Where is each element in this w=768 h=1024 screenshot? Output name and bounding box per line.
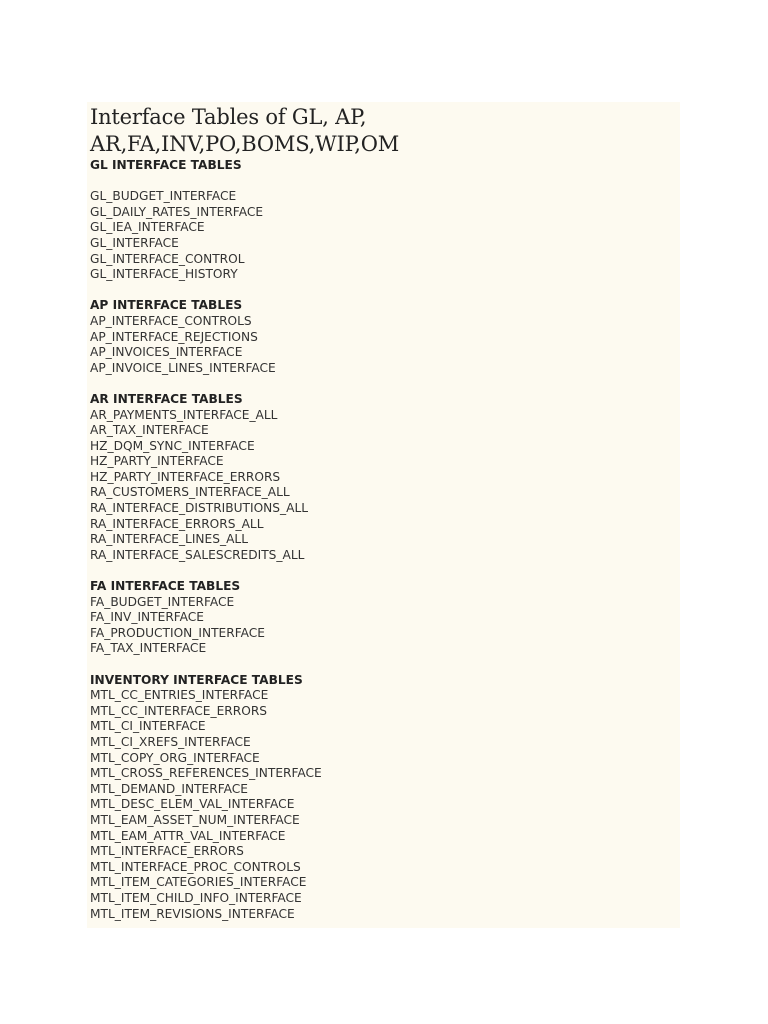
spacer — [90, 174, 680, 190]
table-name-item: MTL_ITEM_CATEGORIES_INTERFACE — [90, 875, 307, 890]
section-ap — [90, 298, 680, 376]
spacer — [90, 657, 680, 673]
table-name-item: MTL_CI_INTERFACE — [90, 719, 206, 734]
table-name-item: MTL_DEMAND_INTERFACE — [90, 781, 248, 796]
table-list-gl — [90, 189, 680, 283]
table-name-item: MTL_INTERFACE_PROC_CONTROLS — [90, 859, 301, 874]
table-name-item: MTL_COPY_ORG_INTERFACE — [90, 750, 260, 765]
table-name-item: RA_INTERFACE_SALESCREDITS_ALL — [90, 547, 305, 562]
table-name-item: AP_INVOICES_INTERFACE — [90, 345, 243, 360]
table-name-item: MTL_EAM_ASSET_NUM_INTERFACE — [90, 812, 300, 827]
title-line-1: Interface Tables of GL, AP, — [90, 105, 367, 129]
table-name-item: RA_CUSTOMERS_INTERFACE_ALL — [90, 485, 290, 500]
table-name-item: FA_TAX_INTERFACE — [90, 641, 207, 656]
section-heading-gl: GL INTERFACE TABLES — [90, 158, 242, 172]
page-title — [90, 104, 680, 158]
table-name-item: GL_INTERFACE — [90, 235, 179, 250]
table-name-item: FA_INV_INTERFACE — [90, 610, 205, 625]
table-name-item: RA_INTERFACE_LINES_ALL — [90, 532, 248, 547]
table-name-item: AR_PAYMENTS_INTERFACE_ALL — [90, 407, 278, 422]
table-name-item: FA_PRODUCTION_INTERFACE — [90, 625, 265, 640]
table-name-item: GL_DAILY_RATES_INTERFACE — [90, 204, 264, 219]
section-inventory — [90, 673, 680, 923]
table-list-ar — [90, 408, 680, 564]
table-name-item: AP_INVOICE_LINES_INTERFACE — [90, 360, 276, 375]
table-name-item: GL_IEA_INTERFACE — [90, 220, 205, 235]
section-heading-fa: FA INTERFACE TABLES — [90, 579, 241, 594]
table-name-item: MTL_CI_XREFS_INTERFACE — [90, 734, 251, 749]
table-name-item: RA_INTERFACE_DISTRIBUTIONS_ALL — [90, 501, 309, 516]
section-heading-ar: AR INTERFACE TABLES — [90, 391, 243, 406]
table-list-ap — [90, 314, 680, 376]
table-name-item: RA_INTERFACE_ERRORS_ALL — [90, 516, 264, 531]
document-page — [87, 102, 680, 928]
spacer — [90, 563, 680, 579]
table-name-item: AR_TAX_INTERFACE — [90, 423, 209, 438]
table-name-item: MTL_CROSS_REFERENCES_INTERFACE — [90, 766, 322, 781]
table-name-item: MTL_ITEM_REVISIONS_INTERFACE — [90, 906, 295, 921]
table-name-item: MTL_DESC_ELEM_VAL_INTERFACE — [90, 797, 295, 812]
table-name-item: HZ_DQM_SYNC_INTERFACE — [90, 438, 255, 453]
section-ar — [90, 392, 680, 564]
table-name-item: MTL_CC_INTERFACE_ERRORS — [90, 703, 268, 718]
table-name-item: FA_BUDGET_INTERFACE — [90, 594, 235, 609]
table-name-item: MTL_CC_ENTRIES_INTERFACE — [90, 688, 269, 703]
table-name-item: MTL_ITEM_CHILD_INFO_INTERFACE — [90, 890, 302, 905]
table-name-item: GL_INTERFACE_HISTORY — [90, 267, 238, 282]
table-name-item: AP_INTERFACE_REJECTIONS — [90, 329, 258, 344]
section-heading-inventory: INVENTORY INTERFACE TABLES — [90, 672, 303, 687]
spacer — [90, 376, 680, 392]
title-line-2: AR,FA,INV,PO,BOMS,WIP,OM — [90, 132, 400, 156]
table-list-inventory — [90, 688, 680, 922]
table-name-item: AP_INTERFACE_CONTROLS — [90, 313, 252, 328]
section-fa — [90, 579, 680, 657]
table-name-item: HZ_PARTY_INTERFACE — [90, 454, 224, 469]
table-name-item: HZ_PARTY_INTERFACE_ERRORS — [90, 469, 281, 484]
section-heading-ap: AP INTERFACE TABLES — [90, 298, 243, 313]
section-gl — [90, 158, 680, 283]
table-name-item: GL_INTERFACE_CONTROL — [90, 251, 245, 266]
table-name-item: MTL_EAM_ATTR_VAL_INTERFACE — [90, 828, 286, 843]
table-name-item: MTL_INTERFACE_ERRORS — [90, 844, 244, 859]
table-list-fa — [90, 595, 680, 657]
table-name-item: GL_BUDGET_INTERFACE — [90, 189, 237, 204]
spacer — [90, 283, 680, 299]
